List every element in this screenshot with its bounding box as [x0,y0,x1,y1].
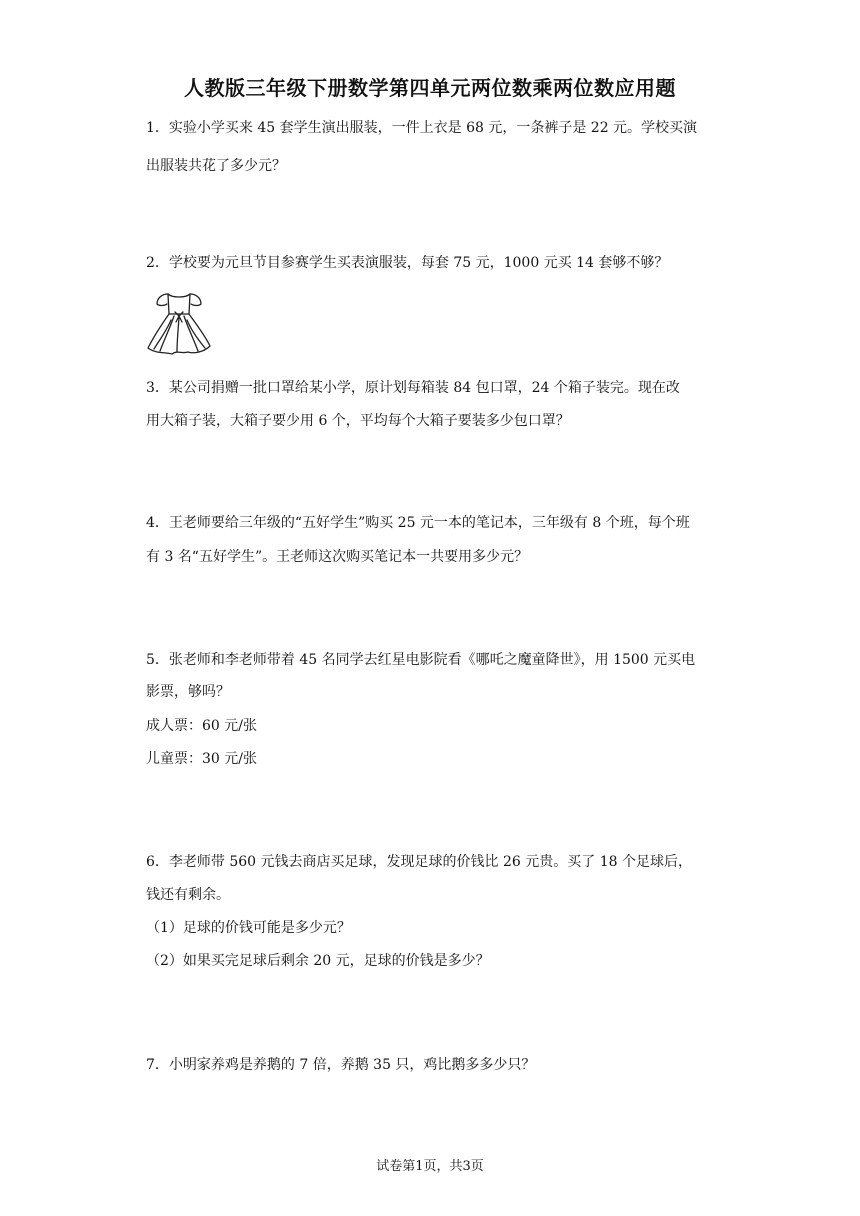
question-3-line-2: 用大箱子装，大箱子要少用 6 个，平均每个大箱子要装多少包口罩？ [146,413,570,429]
question-7-line-1: 7．小明家养鸡是养鹅的 7 倍，养鹅 35 只，鸡比鹅多多少只？ [146,1057,536,1073]
question-5-line-1: 5．张老师和李老师带着 45 名同学去红星电影院看《哪吒之魔童降世》，用 1500 元买电 [146,652,696,668]
question-6-line-3: （1）足球的价钱可能是多少元？ [146,920,351,936]
question-6-line-4: （2）如果买完足球后剩余 20 元，足球的价钱是多少？ [146,953,490,969]
question-5-line-4: 儿童票：30 元/张 [146,751,257,767]
question-5-line-3: 成人票：60 元/张 [146,718,257,734]
question-1-line-1: 1．实验小学买来 45 套学生演出服装，一件上衣是 68 元，一条裤子是 22 元。学校买演 [146,120,698,136]
question-6-line-2: 钱还有剩余。 [146,887,230,903]
question-1-line-2: 出服装共花了多少元？ [146,158,286,174]
dress-icon [144,288,214,358]
question-3-line-1: 3．某公司捐赠一批口罩给某小学，原计划每箱装 84 包口罩，24 个箱子装完。现在改 [146,380,680,396]
question-2-line-1: 2．学校要为元旦节目参赛学生买表演服装，每套 75 元，1000 元买 14 套够不够？ [146,255,669,271]
question-5-line-2: 影票，够吗？ [146,684,230,700]
question-4-line-1: 4．王老师要给三年级的“五好学生”购买 25 元一本的笔记本，三年级有 8 个班，每个班 [146,515,690,531]
page-footer: 试卷第1页，共3页 [376,1159,484,1174]
question-4-line-2: 有 3 名“五好学生”。王老师这次购买笔记本一共要用多少元？ [146,549,529,565]
question-6-line-1: 6．李老师带 560 元钱去商店买足球，发现足球的价钱比 26 元贵。买了 18 个足球后， [146,854,692,870]
page-title: 人教版三年级下册数学第四单元两位数乘两位数应用题 [184,76,676,100]
